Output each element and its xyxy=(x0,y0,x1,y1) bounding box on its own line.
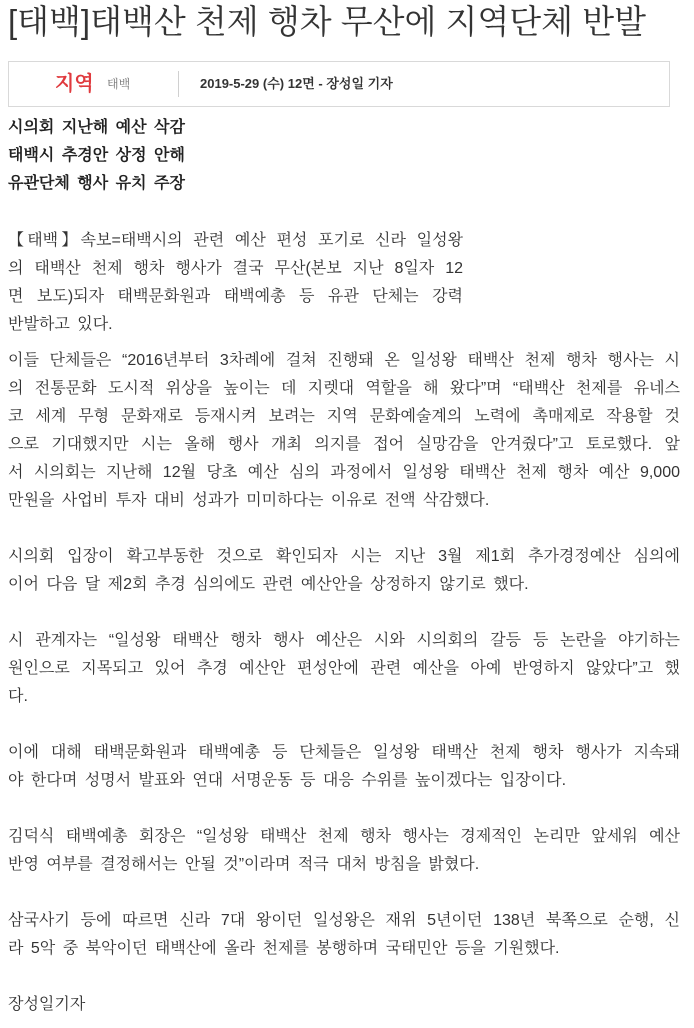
article-body xyxy=(8,114,680,1019)
paragraph-line: 반발하고 있다. xyxy=(8,316,113,333)
article-title: [태백]태백산 천제 행차 무산에 지역단체 반발 xyxy=(8,3,646,40)
paragraph-line: 코 세계 무형 문화재로 등재시켜 보려는 지역 문화예술계의 노력에 촉매제로 작용할 것 xyxy=(8,408,680,425)
paragraph-line: 【태백】속보=태백시의 관련 예산 편성 포기로 신라 일성왕 xyxy=(8,232,463,249)
article-paragraph xyxy=(8,347,680,515)
paragraph-line: 만원을 사업비 투자 대비 성과가 미미하다는 이유로 전액 삭감했다. xyxy=(8,492,490,509)
paragraph-line: 의 전통문화 도시적 위상을 높이는 데 지렛대 역할을 해 왔다”며 “태백산 천제를 유네스 xyxy=(8,380,680,397)
section-label[interactable]: 지역 xyxy=(55,73,94,95)
paragraph-line: 의 태백산 천제 행차 행사가 결국 무산(본보 지난 8일자 12 xyxy=(8,260,463,277)
paragraph-line: 반영 여부를 결정해서는 안될 것”이라며 적극 대처 방침을 밝혔다. xyxy=(8,856,480,873)
article-byline: 장성일기자 xyxy=(8,996,86,1013)
article-paragraph xyxy=(8,739,680,795)
paragraph-line: 야 한다며 성명서 발표와 연대 서명운동 등 대응 수위를 높이겠다는 입장이다. xyxy=(8,772,567,789)
paragraph-line: 면 보도)되자 태백문화원과 태백예총 등 유관 단체는 강력 xyxy=(8,288,463,305)
paragraph-line: 이에 대해 태백문화원과 태백예총 등 단체들은 일성왕 태백산 천제 행차 행사가 지속돼 xyxy=(8,744,680,761)
publish-weekday: (수) xyxy=(262,76,285,91)
paragraph-line: 원인으로 지목되고 있어 추경 예산안 편성안에 관련 예산을 아예 반영하지 않았다”고 했 xyxy=(8,660,680,677)
reporter-name: 장성일 기자 xyxy=(326,76,393,91)
publish-date: 2019-5-29 xyxy=(200,76,260,91)
paragraph-line: 이들 단체들은 “2016년부터 3차례에 걸쳐 진행돼 온 일성왕 태백산 천제 행차 행사는 시 xyxy=(8,352,680,369)
info-divider xyxy=(178,71,179,97)
article-info-bar xyxy=(8,61,670,107)
paragraph-line: 시 관계자는 “일성왕 태백산 행차 행사 예산은 시와 시의회의 갈등 등 논란을 야기하는 xyxy=(8,632,680,649)
article-paragraph xyxy=(8,227,463,339)
paragraph-line: 삼국사기 등에 따르면 신라 7대 왕이던 일성왕은 재위 5년이던 138년 북쪽으로 순행, 신 xyxy=(8,912,680,929)
meta-separator: - xyxy=(318,76,323,91)
paragraph-line: 시의회 입장이 확고부동한 것으로 확인되자 시는 지난 3월 제1회 추가경정예산 심의에 xyxy=(8,548,680,565)
paragraph-line: 김덕식 태백예총 회장은 “일성왕 태백산 천제 행차 행사는 경제적인 논리만 앞세워 예산 xyxy=(8,828,680,845)
article-paragraph xyxy=(8,543,680,599)
subtitle-line: 유관단체 행사 유치 주장 xyxy=(8,175,185,192)
region-label[interactable]: 태백 xyxy=(107,77,131,91)
paragraph-line: 라 5악 중 북악이던 태백산에 올라 천제를 봉행하며 국태민안 등을 기원했다. xyxy=(8,940,560,957)
article-paragraph xyxy=(8,907,680,963)
print-page: 12면 xyxy=(287,76,315,91)
article-paragraph xyxy=(8,823,680,879)
article-subtitles xyxy=(8,114,680,198)
paragraph-line: 다. xyxy=(8,688,28,705)
subtitle-line: 시의회 지난해 예산 삭감 xyxy=(8,119,185,136)
article-paragraph xyxy=(8,627,680,711)
paragraph-line: 으로 기대했지만 시는 올해 행사 개최 의지를 접어 실망감을 안겨줬다”고 토로했다. 앞 xyxy=(8,436,680,453)
paragraph-line: 서 시의회는 지난해 12월 당초 예산 심의 과정에서 일성왕 태백산 천제 행차 예산 9,000 xyxy=(8,464,680,481)
article-meta xyxy=(200,62,393,106)
subtitle-line: 태백시 추경안 상정 안해 xyxy=(8,147,185,164)
paragraph-line: 이어 다음 달 제2회 추경 심의에도 관련 예산안을 상정하지 않기로 했다. xyxy=(8,576,529,593)
